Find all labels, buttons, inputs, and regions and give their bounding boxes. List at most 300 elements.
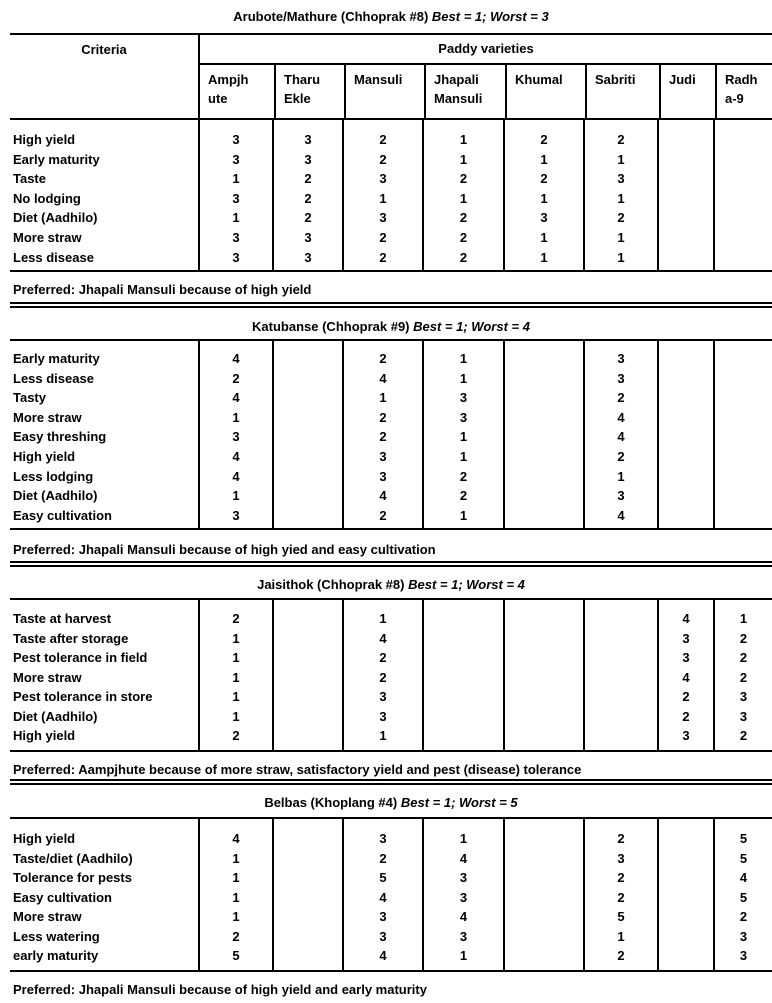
criterion-label: Easy cultivation: [13, 889, 112, 905]
rank-cell: [503, 447, 583, 467]
rank-cell: 2: [342, 228, 422, 248]
rank-cell: [272, 829, 342, 849]
criterion-row: [10, 829, 772, 849]
variety-name-line2: Ekle: [284, 91, 311, 106]
ranking-table: [10, 339, 772, 530]
rank-cell: [657, 427, 713, 447]
rank-cell: 3: [713, 707, 772, 727]
criterion-label: Less lodging: [13, 468, 94, 484]
rank-cell: 3: [583, 349, 657, 369]
rank-cell: [713, 150, 772, 170]
criterion-label: No lodging: [13, 190, 81, 206]
variety-header: [659, 65, 715, 118]
variety-name-line2: ute: [208, 91, 228, 106]
rank-cell: 3: [198, 427, 272, 447]
rank-cell: 4: [657, 668, 713, 688]
rank-cell: 2: [713, 668, 772, 688]
rank-cell: 3: [422, 388, 503, 408]
criterion-row: [10, 946, 772, 966]
rank-cell: 3: [342, 169, 422, 189]
rank-cell: 2: [342, 408, 422, 428]
rank-cell: 1: [198, 687, 272, 707]
rank-cell: [422, 707, 503, 727]
rank-scale: Best = 1; Worst = 4: [413, 319, 530, 334]
rank-cell: 3: [713, 946, 772, 966]
rank-cell: 3: [198, 228, 272, 248]
rank-cell: [272, 427, 342, 447]
rank-cell: 3: [422, 868, 503, 888]
rank-cell: [503, 868, 583, 888]
rank-cell: 2: [198, 609, 272, 629]
rank-cell: [272, 707, 342, 727]
criterion-label: Tolerance for pests: [13, 870, 132, 885]
criterion-row: [10, 228, 772, 248]
rank-cell: 1: [198, 208, 272, 228]
criterion-label: Taste/diet (Aadhilo): [13, 850, 133, 866]
rank-cell: [657, 467, 713, 487]
rank-cell: 1: [422, 946, 503, 966]
ranking-table: [10, 598, 772, 752]
rank-cell: [503, 829, 583, 849]
rank-cell: 2: [422, 208, 503, 228]
rank-cell: 2: [503, 130, 583, 150]
rank-cell: 4: [198, 467, 272, 487]
rank-cell: 3: [198, 189, 272, 209]
rank-cell: 2: [583, 946, 657, 966]
rank-cell: [657, 130, 713, 150]
section-divider: [10, 561, 772, 567]
variety-name-line1: Radh: [725, 72, 758, 87]
rank-cell: 4: [342, 946, 422, 966]
rank-cell: [503, 349, 583, 369]
criterion-label: High yield: [13, 448, 76, 464]
rank-cell: [583, 687, 657, 707]
rank-cell: [583, 726, 657, 746]
header-row: [10, 35, 772, 120]
criterion-row: [10, 868, 772, 888]
rank-cell: [657, 946, 713, 966]
criterion-label: More straw: [13, 229, 82, 245]
rank-cell: 3: [342, 927, 422, 947]
rank-cell: 4: [657, 609, 713, 629]
rank-cell: 4: [422, 849, 503, 869]
variety-header: [505, 65, 585, 118]
variety-header: [200, 65, 274, 118]
rank-cell: [657, 169, 713, 189]
rank-cell: 1: [422, 506, 503, 526]
rank-cell: [272, 946, 342, 966]
rank-cell: 2: [713, 907, 772, 927]
rank-cell: [657, 189, 713, 209]
variety-header: [715, 65, 772, 118]
rank-cell: 2: [583, 388, 657, 408]
site-name: Jaisithok (Chhoprak #8): [257, 577, 405, 592]
rank-cell: 1: [198, 888, 272, 908]
criterion-row: [10, 369, 772, 389]
criterion-label: More straw: [13, 409, 82, 425]
rank-cell: 2: [422, 486, 503, 506]
rank-cell: [657, 248, 713, 268]
variety-name-line1: Jhapali: [434, 72, 479, 87]
rank-cell: 3: [198, 506, 272, 526]
rank-cell: 2: [342, 648, 422, 668]
rank-cell: 3: [342, 208, 422, 228]
rank-cell: 3: [272, 150, 342, 170]
criterion-label: Taste at harvest: [13, 611, 112, 626]
rank-cell: [657, 927, 713, 947]
rank-cell: 2: [342, 349, 422, 369]
rank-cell: 2: [657, 707, 713, 727]
section-divider: [10, 302, 772, 308]
rank-cell: 2: [198, 369, 272, 389]
rank-cell: [272, 629, 342, 649]
criterion-row: [10, 629, 772, 649]
criterion-row: [10, 150, 772, 170]
ranking-table: [10, 817, 772, 972]
rank-cell: 4: [198, 388, 272, 408]
rank-cell: 1: [422, 150, 503, 170]
rank-cell: [657, 829, 713, 849]
rank-cell: 3: [342, 707, 422, 727]
rank-cell: 3: [583, 369, 657, 389]
criterion-row: [10, 248, 772, 268]
rank-scale: Best = 1; Worst = 3: [431, 9, 549, 24]
rank-cell: [422, 687, 503, 707]
rank-cell: [422, 609, 503, 629]
rank-cell: [713, 248, 772, 268]
criterion-row: [10, 447, 772, 467]
rank-cell: [657, 369, 713, 389]
rank-cell: [272, 369, 342, 389]
rank-cell: 2: [342, 150, 422, 170]
criteria-header: Criteria: [81, 42, 127, 57]
rank-cell: 3: [342, 829, 422, 849]
criterion-label: More straw: [13, 669, 82, 685]
rank-cell: 5: [713, 849, 772, 869]
rank-cell: 2: [583, 868, 657, 888]
criterion-row: [10, 467, 772, 487]
rank-cell: 1: [583, 248, 657, 268]
rank-cell: 3: [713, 687, 772, 707]
criterion-row: [10, 408, 772, 428]
rank-cell: [583, 707, 657, 727]
rank-cell: 2: [342, 130, 422, 150]
rank-cell: 3: [342, 467, 422, 487]
rank-cell: 3: [198, 150, 272, 170]
criterion-row: [10, 130, 772, 150]
rank-cell: 4: [583, 408, 657, 428]
criterion-label: Taste after storage: [13, 630, 129, 646]
rank-cell: [503, 408, 583, 428]
criterion-row: [10, 189, 772, 209]
rank-cell: 1: [583, 927, 657, 947]
rank-cell: 3: [657, 648, 713, 668]
variety-name-line1: Mansuli: [354, 72, 403, 87]
rank-cell: 2: [272, 189, 342, 209]
rank-cell: 3: [657, 629, 713, 649]
rank-cell: [503, 609, 583, 629]
rank-cell: 3: [583, 486, 657, 506]
variety-name-line1: Sabriti: [595, 72, 636, 87]
rank-cell: [713, 506, 772, 526]
rank-cell: 2: [583, 829, 657, 849]
criterion-row: [10, 208, 772, 228]
rank-cell: 1: [422, 829, 503, 849]
site-name: Belbas (Khoplang #4): [264, 795, 398, 810]
rank-cell: 4: [342, 369, 422, 389]
rank-cell: [503, 927, 583, 947]
criterion-row: [10, 388, 772, 408]
rank-cell: 1: [342, 189, 422, 209]
rank-cell: [657, 388, 713, 408]
rank-cell: [503, 629, 583, 649]
rank-cell: [272, 349, 342, 369]
variety-header: [585, 65, 659, 118]
rank-cell: [657, 349, 713, 369]
criterion-label: Taste: [13, 171, 46, 187]
rank-cell: 2: [342, 506, 422, 526]
rank-cell: 3: [198, 130, 272, 150]
criterion-row: [10, 427, 772, 447]
rank-cell: 2: [198, 927, 272, 947]
rank-cell: [657, 849, 713, 869]
rank-cell: 1: [198, 408, 272, 428]
criterion-label: Diet (Aadhilo): [13, 210, 98, 226]
rank-cell: [503, 648, 583, 668]
variety-name-line2: a-9: [725, 91, 744, 106]
rank-cell: 3: [198, 248, 272, 268]
rank-cell: 3: [272, 248, 342, 268]
criterion-label: Early maturity: [13, 151, 100, 167]
rank-cell: [583, 629, 657, 649]
rank-cell: 2: [583, 447, 657, 467]
criterion-row: [10, 849, 772, 869]
rank-cell: 2: [422, 169, 503, 189]
rank-cell: [583, 609, 657, 629]
rank-scale: Best = 1; Worst = 5: [400, 795, 518, 810]
rank-cell: 1: [198, 486, 272, 506]
rank-cell: [657, 408, 713, 428]
rank-cell: [272, 408, 342, 428]
criterion-row: [10, 726, 772, 746]
criterion-row: [10, 888, 772, 908]
criterion-row: [10, 486, 772, 506]
criterion-row: [10, 349, 772, 369]
rank-cell: 4: [342, 888, 422, 908]
rank-cell: [713, 189, 772, 209]
rank-cell: 5: [583, 907, 657, 927]
rank-cell: 2: [657, 687, 713, 707]
criterion-label: Pest tolerance in field: [13, 650, 148, 665]
rank-cell: 1: [342, 388, 422, 408]
rank-cell: [422, 668, 503, 688]
rank-cell: [713, 349, 772, 369]
rank-cell: 1: [503, 228, 583, 248]
rank-scale: Best = 1; Worst = 4: [408, 577, 525, 592]
rank-cell: 3: [272, 130, 342, 150]
preferred-note: Preferred: Aampjhute because of more straw, satisfactory yield and pest (disease) tolerance: [13, 762, 582, 777]
rank-cell: 1: [583, 228, 657, 248]
rank-cell: [713, 169, 772, 189]
variety-name-line1: Khumal: [515, 72, 563, 87]
variety-name-line1: Ampjh: [208, 72, 249, 87]
rank-cell: 2: [422, 228, 503, 248]
rank-cell: 1: [713, 609, 772, 629]
criterion-row: [10, 927, 772, 947]
rank-cell: [503, 946, 583, 966]
rank-cell: [272, 888, 342, 908]
section-title: [10, 9, 772, 25]
rank-cell: 1: [198, 907, 272, 927]
section-title: [10, 577, 772, 593]
rank-cell: 2: [342, 849, 422, 869]
rank-cell: 2: [198, 726, 272, 746]
rank-cell: 4: [583, 427, 657, 447]
rank-cell: 3: [342, 907, 422, 927]
variety-header: [274, 65, 344, 118]
rank-cell: [503, 486, 583, 506]
rank-cell: [272, 687, 342, 707]
rank-cell: [657, 228, 713, 248]
rank-cell: 2: [342, 427, 422, 447]
rank-cell: [503, 427, 583, 447]
rank-cell: 3: [422, 927, 503, 947]
rank-cell: [503, 388, 583, 408]
criterion-label: Tasty: [13, 390, 46, 406]
rank-cell: [713, 467, 772, 487]
section-divider: [10, 779, 772, 785]
rank-cell: [713, 369, 772, 389]
rank-cell: [503, 726, 583, 746]
rank-cell: [272, 907, 342, 927]
rank-cell: 1: [342, 726, 422, 746]
rank-cell: [422, 648, 503, 668]
rank-cell: 2: [713, 648, 772, 668]
criterion-label: Less disease: [13, 370, 94, 386]
criterion-label: Easy cultivation: [13, 507, 112, 523]
criterion-row: [10, 506, 772, 526]
rank-cell: [272, 506, 342, 526]
rank-cell: 1: [422, 447, 503, 467]
criterion-label: Easy threshing: [13, 429, 107, 445]
criterion-row: [10, 687, 772, 707]
rank-cell: [503, 506, 583, 526]
rank-cell: [583, 668, 657, 688]
rank-cell: 1: [422, 189, 503, 209]
rank-cell: [503, 707, 583, 727]
rank-cell: [272, 648, 342, 668]
rank-cell: 1: [198, 668, 272, 688]
variety-name-line1: Tharu: [284, 72, 321, 87]
rank-cell: [503, 369, 583, 389]
rank-cell: 1: [198, 868, 272, 888]
rank-cell: 2: [583, 888, 657, 908]
section-title: [10, 319, 772, 335]
rank-cell: [503, 907, 583, 927]
rank-cell: 1: [198, 629, 272, 649]
rank-cell: [422, 726, 503, 746]
rank-cell: [272, 609, 342, 629]
criterion-label: High yield: [13, 728, 76, 743]
preferred-note: Preferred: Jhapali Mansuli because of high yield and early maturity: [13, 982, 427, 997]
rank-cell: 4: [198, 447, 272, 467]
ranking-table: [10, 33, 772, 272]
rank-cell: 3: [342, 447, 422, 467]
preferred-note: Preferred: Jhapali Mansuli because of high yield: [13, 282, 312, 297]
criterion-label: Diet (Aadhilo): [13, 708, 98, 724]
rank-cell: 1: [503, 189, 583, 209]
rank-cell: 4: [342, 486, 422, 506]
rank-cell: 3: [657, 726, 713, 746]
variety-name-line2: Mansuli: [434, 91, 483, 106]
variety-header: [344, 65, 424, 118]
rank-cell: 3: [342, 687, 422, 707]
rank-cell: 1: [583, 467, 657, 487]
paddy-varieties-header: Paddy varieties: [200, 35, 772, 65]
rank-cell: [713, 228, 772, 248]
rank-cell: 5: [713, 888, 772, 908]
criterion-label: Diet (Aadhilo): [13, 488, 98, 504]
rank-cell: 2: [583, 208, 657, 228]
rank-cell: 2: [422, 467, 503, 487]
rank-cell: 2: [713, 726, 772, 746]
rank-cell: 1: [422, 349, 503, 369]
rank-cell: 3: [422, 408, 503, 428]
rank-cell: [272, 668, 342, 688]
rank-cell: [272, 726, 342, 746]
rank-cell: [713, 486, 772, 506]
criterion-row: [10, 609, 772, 629]
rank-cell: [272, 467, 342, 487]
rank-cell: 1: [342, 609, 422, 629]
rank-cell: 3: [583, 169, 657, 189]
rank-cell: 5: [198, 946, 272, 966]
rank-cell: [422, 629, 503, 649]
criterion-label: early maturity: [13, 948, 99, 963]
criterion-label: Less watering: [13, 928, 100, 944]
rank-cell: [272, 868, 342, 888]
criterion-label: High yield: [13, 831, 76, 846]
rank-cell: 1: [198, 648, 272, 668]
rank-cell: [657, 208, 713, 228]
rank-cell: [503, 467, 583, 487]
site-name: Katubanse (Chhoprak #9): [252, 319, 410, 334]
rank-cell: 2: [342, 248, 422, 268]
rank-cell: 1: [198, 849, 272, 869]
rank-cell: [713, 427, 772, 447]
rank-cell: 3: [583, 849, 657, 869]
rank-cell: 2: [503, 169, 583, 189]
rank-cell: [713, 447, 772, 467]
rank-cell: 5: [342, 868, 422, 888]
rank-cell: [657, 506, 713, 526]
rank-cell: 2: [583, 130, 657, 150]
criterion-label: High yield: [13, 132, 76, 147]
rank-cell: 1: [503, 248, 583, 268]
rank-cell: [657, 486, 713, 506]
criterion-row: [10, 668, 772, 688]
criterion-label: More straw: [13, 909, 82, 924]
rank-cell: [583, 648, 657, 668]
rank-cell: 4: [422, 907, 503, 927]
rank-cell: 4: [342, 629, 422, 649]
rank-cell: [272, 849, 342, 869]
rank-cell: 1: [198, 169, 272, 189]
rank-cell: 1: [583, 189, 657, 209]
rank-cell: 2: [272, 169, 342, 189]
rank-cell: 1: [503, 150, 583, 170]
rank-cell: [713, 388, 772, 408]
